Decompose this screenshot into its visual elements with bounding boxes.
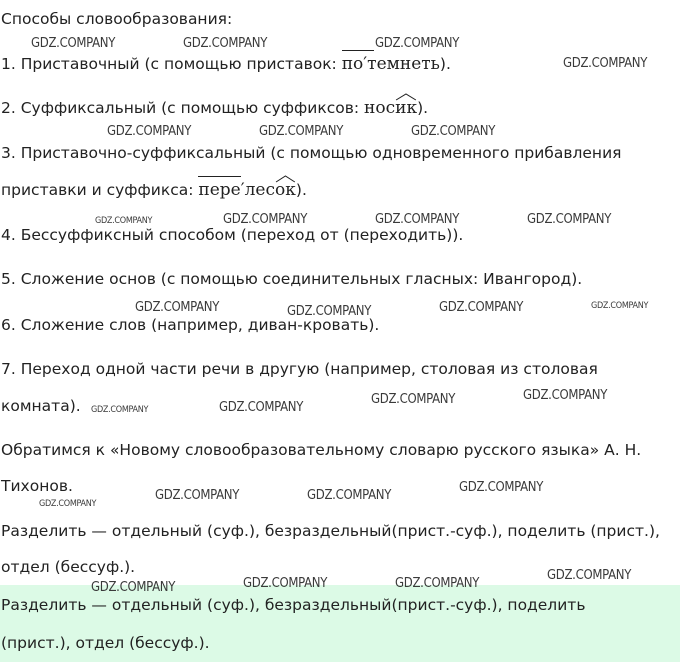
suffix-mark xyxy=(395,93,417,101)
watermark: GDZ.COMPANY xyxy=(31,36,116,51)
item-6: 6. Сложение слов (например, диван-кровать). xyxy=(1,316,380,334)
item-3-word: пере xyxy=(198,180,240,200)
watermark: GDZ.COMPANY xyxy=(91,405,149,415)
answer-line-1: Разделить — отдельный (суф.), безраздельный(прист.-суф.), поделить xyxy=(1,596,586,614)
item-5: 5. Сложение основ (с помощью соединительных гласных: Ивангород). xyxy=(1,270,583,288)
watermark: GDZ.COMPANY xyxy=(287,304,372,319)
underline-mark xyxy=(348,50,374,51)
watermark: GDZ.COMPANY xyxy=(411,124,496,139)
watermark: GDZ.COMPANY xyxy=(371,392,456,407)
suffix-mark xyxy=(275,175,296,183)
watermark: GDZ.COMPANY xyxy=(91,580,176,595)
watermark: GDZ.COMPANY xyxy=(395,576,480,591)
watermark: GDZ.COMPANY xyxy=(459,480,544,495)
item-2-root: нос xyxy=(364,98,396,118)
watermark: GDZ.COMPANY xyxy=(135,300,220,315)
watermark: GDZ.COMPANY xyxy=(243,576,328,591)
heading: Способы словообразования: xyxy=(1,10,233,28)
item-2-text: 2. Суффиксальный (с помощью суффиксов: xyxy=(1,99,365,117)
item-1-word-rest: темнеть xyxy=(367,54,440,74)
reference-line-1: Обратимся к «Новому словообразовательному словарю русского языка» А. Н. xyxy=(1,441,642,459)
example-line-2: отдел (бессуф.). xyxy=(1,558,136,576)
watermark: GDZ.COMPANY xyxy=(107,124,192,139)
item-1-word: по xyxy=(342,54,364,74)
item-3-line-2: приставки и суффикса: пере′лес ок). xyxy=(1,180,307,200)
item-2-suffix: ик xyxy=(395,98,417,118)
item-3-suffix: ок xyxy=(275,180,296,200)
answer-line-2: (прист.), отдел (бессуф.). xyxy=(1,634,210,652)
watermark: GDZ.COMPANY xyxy=(439,300,524,315)
watermark: GDZ.COMPANY xyxy=(95,216,153,226)
watermark: GDZ.COMPANY xyxy=(527,212,612,227)
reference-line-2: Тихонов. xyxy=(1,477,73,495)
prefix-mark xyxy=(198,176,240,177)
watermark: GDZ.COMPANY xyxy=(155,488,240,503)
item-7-line-2: комната). xyxy=(1,397,81,415)
watermark: GDZ.COMPANY xyxy=(223,212,308,227)
watermark: GDZ.COMPANY xyxy=(523,388,608,403)
watermark: GDZ.COMPANY xyxy=(259,124,344,139)
watermark: GDZ.COMPANY xyxy=(591,301,649,311)
watermark: GDZ.COMPANY xyxy=(375,36,460,51)
watermark: GDZ.COMPANY xyxy=(563,56,648,71)
watermark: GDZ.COMPANY xyxy=(307,488,392,503)
watermark: GDZ.COMPANY xyxy=(183,36,268,51)
watermark: GDZ.COMPANY xyxy=(547,568,632,583)
item-7-line-1: 7. Переход одной части речи в другую (например, столовая из столовая xyxy=(1,360,598,378)
watermark: GDZ.COMPANY xyxy=(375,212,460,227)
item-3-line-1: 3. Приставочно-суффиксальный (с помощью одновременного прибавления xyxy=(1,144,622,162)
item-1: 1. Приставочный (с помощью приставок: по′темнеть). xyxy=(1,54,451,74)
item-4: 4. Бессуффиксный способом (переход от (переходить)). xyxy=(1,226,464,244)
example-line-1: Разделить — отдельный (суф.), безраздельный(прист.-суф.), поделить (прист.), xyxy=(1,522,660,540)
watermark: GDZ.COMPANY xyxy=(219,400,304,415)
watermark: GDZ.COMPANY xyxy=(39,499,97,509)
item-1-text: 1. Приставочный (с помощью приставок: xyxy=(1,55,342,73)
item-2: 2. Суффиксальный (с помощью суффиксов: нос ик). xyxy=(1,98,428,118)
